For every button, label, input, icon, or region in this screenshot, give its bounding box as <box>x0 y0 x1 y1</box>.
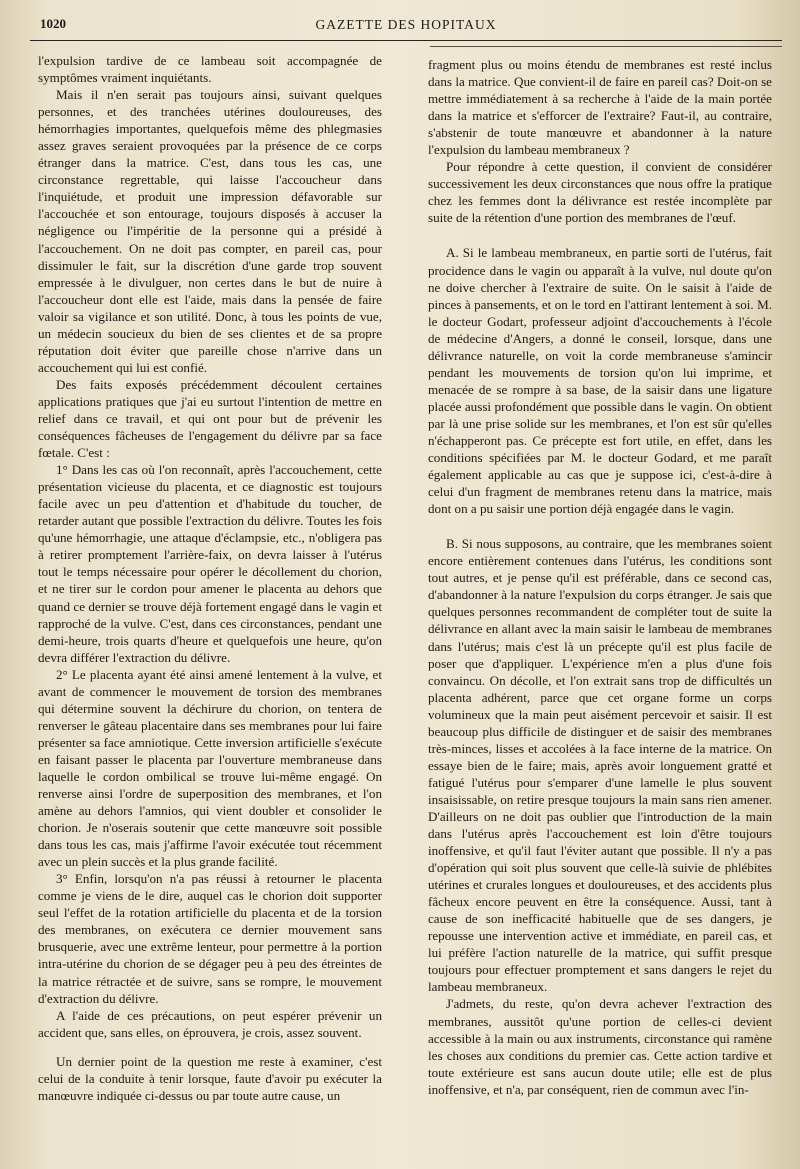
paragraph: 1° Dans les cas où l'on reconnaît, après l'accouchement, cette présentation vicieuse du placenta, et ce diagnostic est toujours facile avec un peu d'attention et d'habitude du toucher, de retarder autant que possible l'extraction du délivre. Toutes les fois qu'une hémorrhagie, une attaque d'éclampsie, etc., n'obligera pas à retirer promptement l'arrière-faix, on devra laisser à l'utérus tout le temps nécessaire pour opérer le décollement du chorion, et ne tirer sur le cordon pour amener le placenta au dehors que quand ce dernier se trouve déjà fortement engagé dans le vagin et rapproché de la vulve. C'est, dans ces circonstances, pendant une demi-heure, trois quarts d'heure et quelquefois une heure, qu'on devra différer l'extraction du délivre. <box>38 462 382 665</box>
journal-title: GAZETTE DES HOPITAUX <box>315 17 497 32</box>
paragraph: Mais il n'en serait pas toujours ainsi, suivant quelques personnes, et des tranchées utérines douloureuses, des hémorrhagies importantes, quelquefois même des phlegmasies assez graves seraient provoquées par la présence de ce corps étranger dans la matrice. C'est, dans tous les cas, une circonstance regrettable, qui laisse l'accoucheur dans l'inquiétude, et produit une impression défavorable sur l'accouchée et son entourage, toujours disposés à accuser la négligence ou l'impéritie de la personne qui a présidé à l'accouchement. On ne doit pas compter, en pareil cas, pour dissimuler le fait, sur la discrétion d'une garde trop souvent empressée à le divulguer, non certes dans le but de nuire à l'accoucheur dont elle est l'aide, mais dans la pensée de faire valoir sa vigilance et son utilité. Donc, à tous les points de vue, un médecin soucieux du bien de ses clientes et de sa propre réputation doit éviter que pareille chose n'arrive dans un accouchement qui lui est confié. <box>38 87 382 375</box>
paragraph: B. Si nous supposons, au contraire, que les membranes soient encore entièrement contenues dans l'utérus, les conditions sont tout autres, et je pense qu'il est préférable, dans ce second cas, d'abandonner à la nature l'expulsion du corps étranger. Je sais que quelques personnes recommandent de compléter tout de suite la délivrance en allant avec la main saisir le lambeau de membranes dans l'utérus; mais c'est là un précepte qu'il est plus facile de poser que d'appliquer. L'expérience m'en a plus d'une fois convaincu. On décolle, et l'on extrait sans trop de difficultés un placenta adhérent, parce que cet organe forme un corps volumineux que la main peut aisément percevoir et saisir. Il est beaucoup plus difficile de distinguer et de saisir des membranes très-minces, lisses et accolées à la face interne de la matrice. On essaye bien de le faire; mais, après avoir longuement gratté et fatigué l'utérus pour s'emparer d'une lamelle le plus souvent insaisissable, on retire presque toujours la main sans rien amener. D'ailleurs on ne doit pas oublier que l'introduction de la main dans l'utérus après l'accouchement est loin d'être toujours inoffensive, et qu'il faut l'éviter autant que possible. Il n'y a pas d'opération qui soit plus souvent que celle-là suivie de phlébites utérines et crurales longues et douloureuses, et des accidents plus fâcheux encore peuvent en être la conséquence. Aussi, tant à cause de son inefficacité habituelle que de ses dangers, je repousse une intervention active et immédiate, en pareil cas, et lui préfère l'action naturelle de la matrice, qui suffit presque toujours pour effectuer promptement et sans dangers le rejet du lambeau membraneux. <box>428 536 772 995</box>
paragraph: J'admets, du reste, qu'on devra achever l'extraction des membranes, aussitôt qu'une portion de celles-ci devient accessible à la main ou aux instruments, circonstance qui ramène les choses aux conditions du premier cas. Cette action tardive et toute extérieure est sans aucun doute utile; elle est de plus inoffensive, et n'a, par conséquent, rien de commun avec l'in- <box>428 996 772 1097</box>
page-number: 1020 <box>40 16 66 31</box>
column-rule <box>430 46 782 47</box>
paragraph: Des faits exposés précédemment découlent certaines applications pratiques que j'ai eu surtout l'intention de mettre en relief dans ce travail, et qui ont pour but de prévenir les conséquences fâcheuses de l'engagement du délivre par sa face fœtale. C'est : <box>38 376 382 461</box>
page-header <box>30 14 782 40</box>
paragraph: Pour répondre à cette question, il convient de considérer successivement les deux circonstances que nous offre la pratique chez les femmes dont la délivrance est restée incomplète par suite de la rétention d'une portion des membranes de l'œuf. <box>428 159 772 226</box>
paragraph: l'expulsion tardive de ce lambeau soit accompagnée de symptômes vraiment inquiétants. <box>38 53 382 86</box>
left-column <box>38 52 382 1104</box>
paragraph: 3° Enfin, lorsqu'on n'a pas réussi à retourner le placenta comme je viens de le dire, auquel cas le chorion doit supporter seul l'effet de la rotation artificielle du placenta et de la torsion des membranes, on exécutera ce dernier mouvement sans brusquerie, avec une extrême lenteur, pour permettre à la portion intra-utérine du chorion de se dégager peu à peu des étreintes de la matrice rétractée et de suivre, sans se rompre, le mouvement d'extraction du délivre. <box>38 871 382 1006</box>
paragraph: Un dernier point de la question me reste à examiner, c'est celui de la conduite à tenir lorsque, faute d'avoir pu exécuter la manœuvre indiquée ci-dessus ou par toute autre cause, un <box>38 1053 382 1103</box>
header-rule <box>30 40 782 41</box>
paragraph: 2° Le placenta ayant été ainsi amené lentement à la vulve, et avant de commencer le mouvement de torsion des membranes qui détermine souvent la déchirure du chorion, on tentera de renverser le gâteau placentaire dans ses membranes pour lui faire présenter sa face amniotique. Cette inversion artificielle s'exécute en faisant passer le placenta par l'ouverture membraneuse dans laquelle le cordon ombilical se trouve lui-même engagé. On renverse ainsi l'ordre de superposition des membranes, et l'on amène au dehors l'amnios, qui vient doubler et consolider le chorion. Je n'oserais soutenir que cette manœuvre soit possible dans tous les cas, mais j'affirme l'avoir exécutée tout récemment avec un plein succès et la plus grande facilité. <box>38 666 382 870</box>
right-column <box>428 56 772 1098</box>
paragraph: A. Si le lambeau membraneux, en partie sorti de l'utérus, fait procidence dans le vagin ou apparaît à la vulve, nul doute qu'on ne doive chercher à l'extraire de suite. On le saisit à l'aide de pinces à pansements, et on le tord en l'attirant lentement à soi. M. le docteur Godart, professeur adjoint d'accouchements à l'école de médecine d'Angers, a donné le conseil, lorsque, dans une délivrance naturelle, on voit la corde membraneuse s'amincir pendant les mouvements de torsion qu'on lui imprime, et menacée de se rompre à sa base, de la saisir dans une ligature placée aussi profondément que possible dans le vagin. On obtient par là une prise solide sur les membranes, et l'on est sûr qu'elles n'échapperont pas. Ce précepte est fort utile, en effet, dans les conditions spécifiées par M. le docteur Godard, et me paraît également applicable au cas que je suppose ici, c'est-à-dire à celui d'un fragment de membranes retenu dans la matrice, mais dont on a pu saisir une portion déjà engagée dans le vagin. <box>428 245 772 517</box>
paragraph: A l'aide de ces précautions, on peut espérer prévenir un accident que, sans elles, on éprouvera, je crois, assez souvent. <box>38 1007 382 1040</box>
paragraph: fragment plus ou moins étendu de membranes est resté inclus dans la matrice. Que convient-il de faire en pareil cas? Doit-on se mettre immédiatement à sa recherche à l'aide de la main portée dans la matrice et s'efforcer de l'extraire? Faut-il, au contraire, s'abstenir de toute manœuvre et abandonner à la nature l'expulsion du lambeau membraneux ? <box>428 57 772 158</box>
